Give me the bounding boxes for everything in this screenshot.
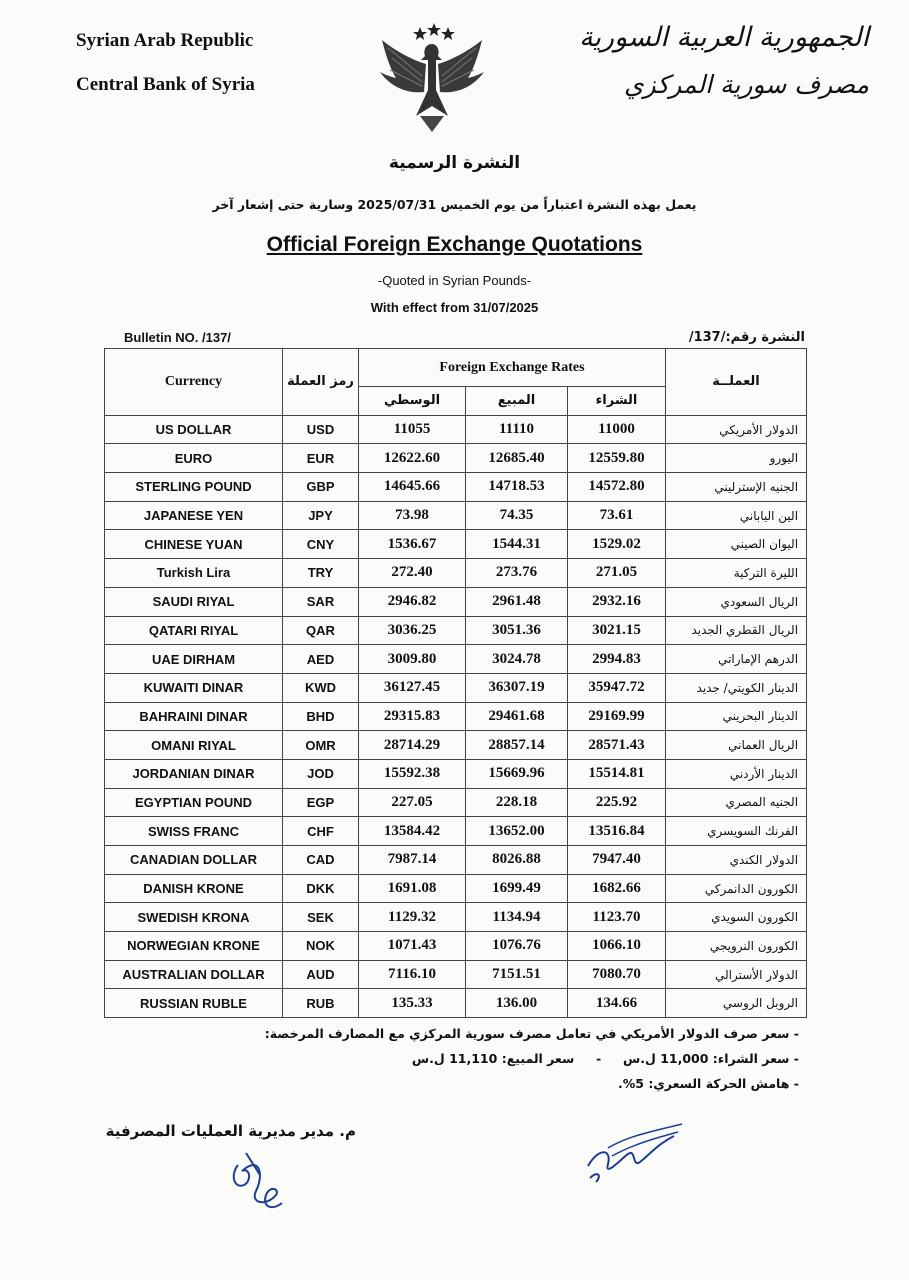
middle-rate-cell: 15592.38 bbox=[359, 759, 466, 788]
sell-rate-cell: 12685.40 bbox=[466, 444, 568, 473]
english-title: Official Foreign Exchange Quotations bbox=[266, 233, 643, 256]
quoted-currency-note: -Quoted in Syrian Pounds- bbox=[377, 273, 532, 288]
sell-rate-cell: 2961.48 bbox=[466, 587, 568, 616]
buy-rate-cell: 3021.15 bbox=[568, 616, 666, 645]
currency-code-cell: RUB bbox=[283, 989, 359, 1018]
currency-name-ar-cell: الريال العماني bbox=[666, 731, 807, 760]
header-currency-ar: العملــة bbox=[666, 349, 807, 416]
note-buy-sell bbox=[412, 1051, 799, 1066]
currency-name-cell: OMANI RIYAL bbox=[105, 731, 283, 760]
table-row bbox=[105, 731, 807, 760]
middle-rate-cell: 13584.42 bbox=[359, 817, 466, 846]
header-currency-code: رمز العملة bbox=[283, 349, 359, 416]
currency-name-ar-cell: الريال القطري الجديد bbox=[666, 616, 807, 645]
table-row bbox=[105, 960, 807, 989]
note-bullet: - bbox=[793, 1051, 799, 1066]
middle-rate-cell: 135.33 bbox=[359, 989, 466, 1018]
buy-rate-cell: 28571.43 bbox=[568, 731, 666, 760]
table-row bbox=[105, 989, 807, 1018]
currency-name-ar-cell: الدينار الأردني bbox=[666, 759, 807, 788]
buy-rate-cell: 134.66 bbox=[568, 989, 666, 1018]
currency-code-cell: EUR bbox=[283, 444, 359, 473]
sell-rate-cell: 1134.94 bbox=[466, 903, 568, 932]
middle-rate-cell: 12622.60 bbox=[359, 444, 466, 473]
currency-code-cell: CAD bbox=[283, 846, 359, 875]
sell-rate-cell: 13652.00 bbox=[466, 817, 568, 846]
table-row bbox=[105, 587, 807, 616]
middle-rate-cell: 7116.10 bbox=[359, 960, 466, 989]
note-separator: - bbox=[596, 1051, 602, 1066]
currency-name-cell: SWISS FRANC bbox=[105, 817, 283, 846]
currency-code-cell: CHF bbox=[283, 817, 359, 846]
table-row bbox=[105, 559, 807, 588]
header-buy: الشراء bbox=[568, 387, 666, 416]
note-line1-text: سعر صرف الدولار الأمريكي في تعامل مصرف سورية المركزي مع المصارف المرخصة: bbox=[264, 1026, 790, 1041]
buy-rate-cell: 1529.02 bbox=[568, 530, 666, 559]
currency-code-cell: SEK bbox=[283, 903, 359, 932]
currency-name-cell: CANADIAN DOLLAR bbox=[105, 846, 283, 875]
note-margin bbox=[618, 1076, 799, 1091]
currency-name-cell: QATARI RIYAL bbox=[105, 616, 283, 645]
table-row bbox=[105, 415, 807, 444]
currency-name-ar-cell: الكورون النرويجي bbox=[666, 932, 807, 961]
currency-code-cell: TRY bbox=[283, 559, 359, 588]
currency-name-cell: US DOLLAR bbox=[105, 415, 283, 444]
currency-code-cell: NOK bbox=[283, 932, 359, 961]
sell-rate-cell: 74.35 bbox=[466, 501, 568, 530]
currency-code-cell: EGP bbox=[283, 788, 359, 817]
currency-name-ar-cell: الدرهم الإماراتي bbox=[666, 645, 807, 674]
signature-left-icon bbox=[220, 1145, 290, 1215]
currency-name-cell: EGYPTIAN POUND bbox=[105, 788, 283, 817]
note-bullet: - bbox=[793, 1076, 799, 1091]
currency-name-cell: DANISH KRONE bbox=[105, 874, 283, 903]
header-currency: Currency bbox=[105, 349, 283, 416]
table-row bbox=[105, 645, 807, 674]
sell-rate-cell: 14718.53 bbox=[466, 473, 568, 502]
buy-rate-cell: 35947.72 bbox=[568, 673, 666, 702]
middle-rate-cell: 272.40 bbox=[359, 559, 466, 588]
currency-code-cell: AED bbox=[283, 645, 359, 674]
currency-name-cell: JORDANIAN DINAR bbox=[105, 759, 283, 788]
middle-rate-cell: 1691.08 bbox=[359, 874, 466, 903]
header-sell: المبيع bbox=[466, 387, 568, 416]
sell-rate-cell: 36307.19 bbox=[466, 673, 568, 702]
middle-rate-cell: 3009.80 bbox=[359, 645, 466, 674]
table-row bbox=[105, 616, 807, 645]
middle-rate-cell: 1071.43 bbox=[359, 932, 466, 961]
buy-rate-cell: 13516.84 bbox=[568, 817, 666, 846]
sell-rate-cell: 7151.51 bbox=[466, 960, 568, 989]
currency-code-cell: USD bbox=[283, 415, 359, 444]
currency-name-ar-cell: الجنيه الإسترليني bbox=[666, 473, 807, 502]
buy-rate-cell: 12559.80 bbox=[568, 444, 666, 473]
table-row bbox=[105, 759, 807, 788]
sell-rate-cell: 1544.31 bbox=[466, 530, 568, 559]
note-usd-rate bbox=[265, 1026, 799, 1041]
table-row bbox=[105, 702, 807, 731]
middle-rate-cell: 227.05 bbox=[359, 788, 466, 817]
currency-name-ar-cell: الدينار البحريني bbox=[666, 702, 807, 731]
bulletin-number-en: Bulletin NO. /137/ bbox=[124, 330, 231, 345]
table-row bbox=[105, 932, 807, 961]
currency-code-cell: SAR bbox=[283, 587, 359, 616]
currency-name-ar-cell: الفرنك السويسري bbox=[666, 817, 807, 846]
currency-name-cell: AUSTRALIAN DOLLAR bbox=[105, 960, 283, 989]
middle-rate-cell: 73.98 bbox=[359, 501, 466, 530]
currency-name-cell: RUSSIAN RUBLE bbox=[105, 989, 283, 1018]
arabic-effective-date: يعمل بهذه النشرة اعتباراً من يوم الخميس 2025/07/31 وسارية حتى إشعار آخر bbox=[212, 197, 697, 212]
buy-rate-cell: 15514.81 bbox=[568, 759, 666, 788]
note-bullet: - bbox=[793, 1026, 799, 1041]
middle-rate-cell: 11055 bbox=[359, 415, 466, 444]
note-buy-rate: سعر الشراء: 11,000 ل.س bbox=[623, 1051, 790, 1066]
currency-code-cell: BHD bbox=[283, 702, 359, 731]
currency-code-cell: OMR bbox=[283, 731, 359, 760]
currency-name-ar-cell: اليورو bbox=[666, 444, 807, 473]
buy-rate-cell: 7080.70 bbox=[568, 960, 666, 989]
table-row bbox=[105, 501, 807, 530]
currency-name-cell: UAE DIRHAM bbox=[105, 645, 283, 674]
currency-code-cell: AUD bbox=[283, 960, 359, 989]
currency-name-ar-cell: الدولار الكندي bbox=[666, 846, 807, 875]
currency-code-cell: KWD bbox=[283, 673, 359, 702]
table-row bbox=[105, 530, 807, 559]
middle-rate-cell: 2946.82 bbox=[359, 587, 466, 616]
buy-rate-cell: 271.05 bbox=[568, 559, 666, 588]
currency-name-ar-cell: الدولار الأمريكي bbox=[666, 415, 807, 444]
currency-name-ar-cell: الكورون السويدي bbox=[666, 903, 807, 932]
currency-name-cell: NORWEGIAN KRONE bbox=[105, 932, 283, 961]
currency-code-cell: QAR bbox=[283, 616, 359, 645]
sell-rate-cell: 8026.88 bbox=[466, 846, 568, 875]
middle-rate-cell: 36127.45 bbox=[359, 673, 466, 702]
note-margin-text: هامش الحركة السعري: 5%. bbox=[618, 1076, 790, 1091]
table-row bbox=[105, 846, 807, 875]
currency-name-ar-cell: الدينار الكويتي/ جديد bbox=[666, 673, 807, 702]
currency-name-ar-cell: الجنيه المصري bbox=[666, 788, 807, 817]
currency-name-cell: BAHRAINI DINAR bbox=[105, 702, 283, 731]
header-country-ar: الجمهورية العربية السورية bbox=[579, 22, 869, 53]
sell-rate-cell: 11110 bbox=[466, 415, 568, 444]
currency-code-cell: CNY bbox=[283, 530, 359, 559]
header-bank-ar: مصرف سورية المركزي bbox=[623, 70, 869, 99]
buy-rate-cell: 73.61 bbox=[568, 501, 666, 530]
currency-name-ar-cell: الروبل الروسي bbox=[666, 989, 807, 1018]
currency-name-cell: STERLING POUND bbox=[105, 473, 283, 502]
middle-rate-cell: 1536.67 bbox=[359, 530, 466, 559]
middle-rate-cell: 29315.83 bbox=[359, 702, 466, 731]
currency-code-cell: JOD bbox=[283, 759, 359, 788]
middle-rate-cell: 3036.25 bbox=[359, 616, 466, 645]
sell-rate-cell: 28857.14 bbox=[466, 731, 568, 760]
currency-name-ar-cell: الريال السعودي bbox=[666, 587, 807, 616]
table-row bbox=[105, 473, 807, 502]
currency-name-ar-cell: الكورون الدانمركي bbox=[666, 874, 807, 903]
table-row bbox=[105, 874, 807, 903]
sell-rate-cell: 29461.68 bbox=[466, 702, 568, 731]
bulletin-number-ar: النشرة رقم:/137/ bbox=[688, 330, 805, 345]
table-row bbox=[105, 788, 807, 817]
middle-rate-cell: 14645.66 bbox=[359, 473, 466, 502]
sell-rate-cell: 1699.49 bbox=[466, 874, 568, 903]
currency-code-cell: GBP bbox=[283, 473, 359, 502]
table-row bbox=[105, 903, 807, 932]
currency-name-cell: SAUDI RIYAL bbox=[105, 587, 283, 616]
buy-rate-cell: 14572.80 bbox=[568, 473, 666, 502]
currency-name-cell: JAPANESE YEN bbox=[105, 501, 283, 530]
currency-name-ar-cell: الليرة التركية bbox=[666, 559, 807, 588]
table-row bbox=[105, 444, 807, 473]
header-bank-en: Central Bank of Syria bbox=[76, 74, 255, 95]
header-middle: الوسطي bbox=[359, 387, 466, 416]
currency-name-cell: SWEDISH KRONA bbox=[105, 903, 283, 932]
exchange-rates-table bbox=[104, 348, 807, 1018]
buy-rate-cell: 7947.40 bbox=[568, 846, 666, 875]
sell-rate-cell: 228.18 bbox=[466, 788, 568, 817]
eagle-emblem-icon bbox=[376, 20, 488, 138]
middle-rate-cell: 7987.14 bbox=[359, 846, 466, 875]
sell-rate-cell: 136.00 bbox=[466, 989, 568, 1018]
currency-name-cell: Turkish Lira bbox=[105, 559, 283, 588]
buy-rate-cell: 29169.99 bbox=[568, 702, 666, 731]
buy-rate-cell: 1066.10 bbox=[568, 932, 666, 961]
signature-right-icon bbox=[578, 1118, 688, 1188]
currency-code-cell: JPY bbox=[283, 501, 359, 530]
sell-rate-cell: 3024.78 bbox=[466, 645, 568, 674]
currency-name-ar-cell: اليوان الصيني bbox=[666, 530, 807, 559]
buy-rate-cell: 11000 bbox=[568, 415, 666, 444]
rates-table-body bbox=[105, 415, 807, 1017]
currency-code-cell: DKK bbox=[283, 874, 359, 903]
header-rates-group: Foreign Exchange Rates bbox=[359, 349, 666, 387]
buy-rate-cell: 2932.16 bbox=[568, 587, 666, 616]
table-row bbox=[105, 673, 807, 702]
sell-rate-cell: 1076.76 bbox=[466, 932, 568, 961]
middle-rate-cell: 28714.29 bbox=[359, 731, 466, 760]
header-country-en: Syrian Arab Republic bbox=[76, 30, 254, 51]
middle-rate-cell: 1129.32 bbox=[359, 903, 466, 932]
buy-rate-cell: 1682.66 bbox=[568, 874, 666, 903]
sell-rate-cell: 15669.96 bbox=[466, 759, 568, 788]
arabic-title: النشرة الرسمية bbox=[388, 153, 521, 173]
currency-name-ar-cell: الدولار الأسترالي bbox=[666, 960, 807, 989]
currency-name-cell: KUWAITI DINAR bbox=[105, 673, 283, 702]
currency-name-ar-cell: الين الياباني bbox=[666, 501, 807, 530]
buy-rate-cell: 225.92 bbox=[568, 788, 666, 817]
table-row bbox=[105, 817, 807, 846]
signatory-title: م. مدير مديرية العمليات المصرفية bbox=[105, 1122, 356, 1140]
currency-name-cell: CHINESE YUAN bbox=[105, 530, 283, 559]
currency-name-cell: EURO bbox=[105, 444, 283, 473]
buy-rate-cell: 2994.83 bbox=[568, 645, 666, 674]
buy-rate-cell: 1123.70 bbox=[568, 903, 666, 932]
sell-rate-cell: 3051.36 bbox=[466, 616, 568, 645]
note-sell-rate: سعر المبيع: 11,110 ل.س bbox=[411, 1051, 575, 1066]
english-effective-date: With effect from 31/07/2025 bbox=[370, 300, 539, 315]
sell-rate-cell: 273.76 bbox=[466, 559, 568, 588]
